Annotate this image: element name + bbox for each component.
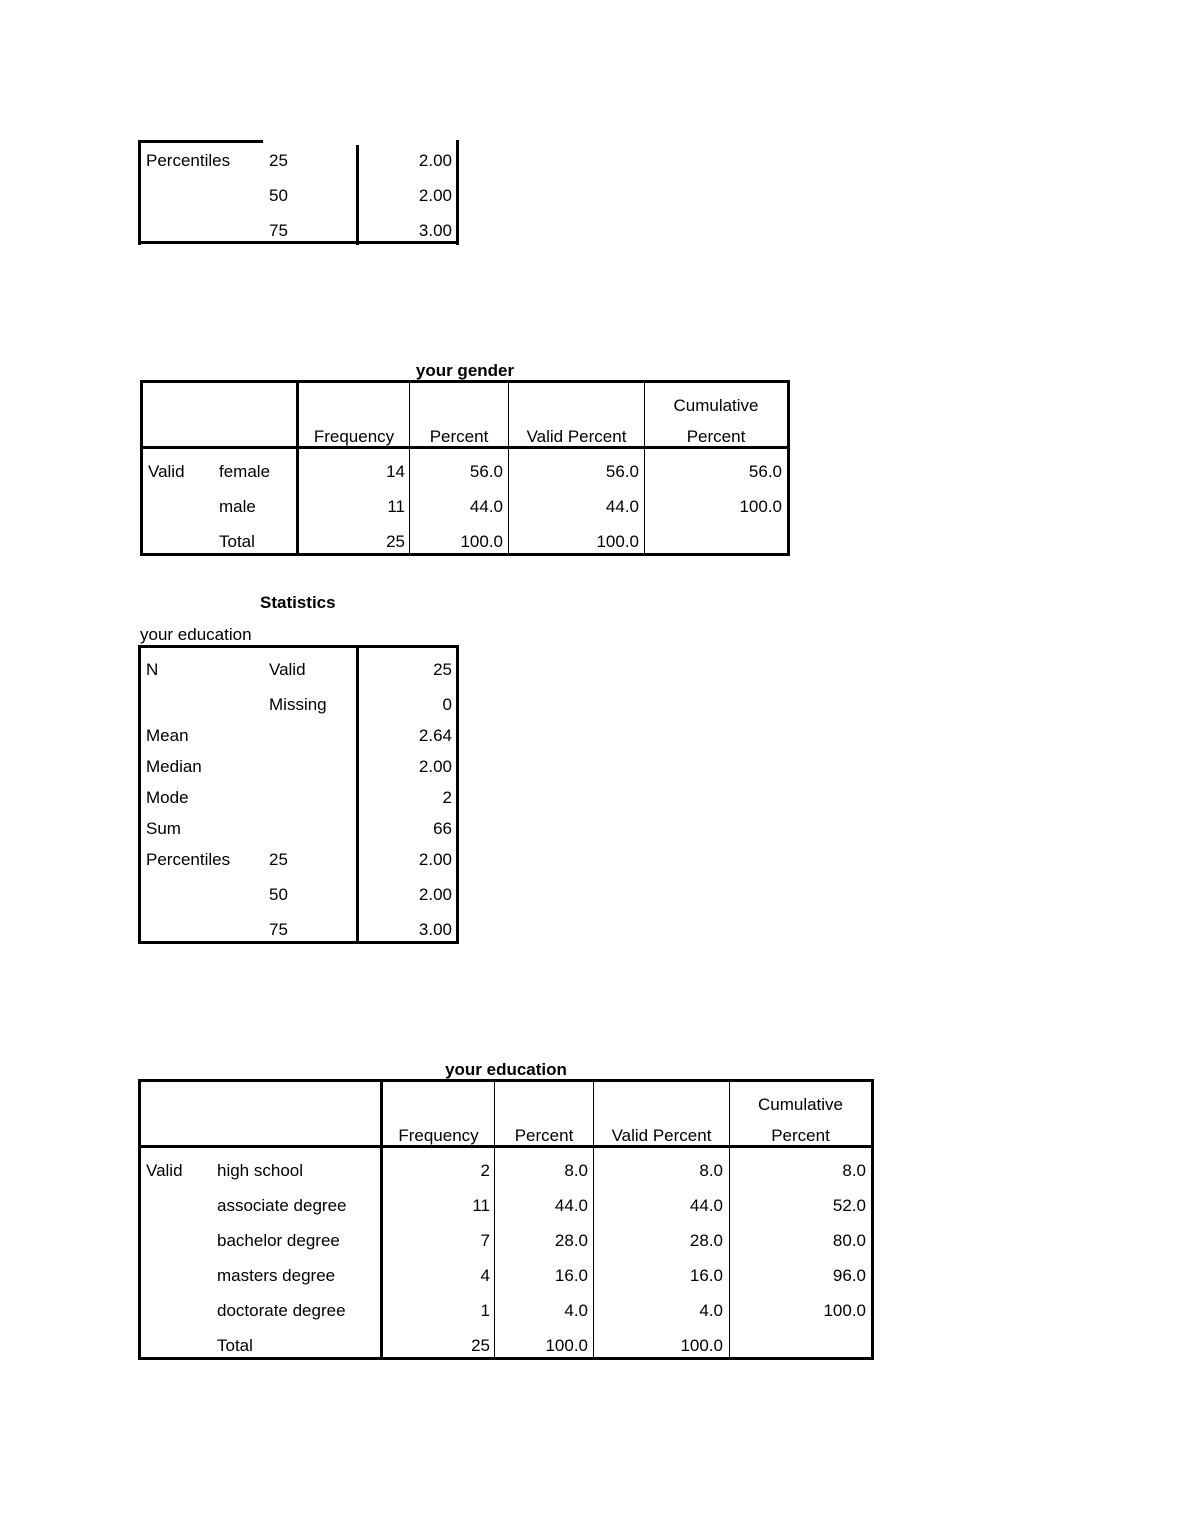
valid-percent-cell: 100.0 <box>680 1336 723 1355</box>
percent-cell: 8.0 <box>564 1161 588 1180</box>
percentile-50: 50 <box>269 186 288 205</box>
header-frequency: Frequency <box>398 1126 479 1145</box>
variable-label: your education <box>140 625 252 644</box>
valid-percent-cell: 28.0 <box>689 1231 723 1250</box>
percentile-75: 75 <box>269 221 288 240</box>
header-percent: Percent <box>514 1126 574 1145</box>
row-label: Total <box>217 1336 253 1355</box>
frequency-cell: 2 <box>480 1161 490 1180</box>
valid-percent-cell: 8.0 <box>699 1161 723 1180</box>
stat-sub-label: 50 <box>269 885 288 904</box>
percent-cell: 44.0 <box>554 1196 588 1215</box>
percentile-25: 25 <box>269 151 288 170</box>
frequency-cell: 4 <box>480 1266 490 1285</box>
table-title: Statistics <box>260 593 336 612</box>
stat-value: 2.00 <box>418 885 452 904</box>
stat-sub-label: 75 <box>269 920 288 939</box>
cumulative-cell: 56.0 <box>748 462 782 481</box>
row-label: Percentiles <box>146 151 231 170</box>
percent-cell: 100.0 <box>545 1336 588 1355</box>
value-cell: 2.00 <box>418 186 452 205</box>
table-border-bottom <box>138 241 459 244</box>
percent-cell: 28.0 <box>554 1231 588 1250</box>
stat-label-sum: Sum <box>146 819 181 838</box>
table-border-left <box>138 140 141 245</box>
cumulative-cell: 96.0 <box>832 1266 866 1285</box>
valid-percent-cell: 44.0 <box>689 1196 723 1215</box>
stat-value: 2.00 <box>418 850 452 869</box>
frequency-cell: 1 <box>480 1301 490 1320</box>
cumulative-cell: 8.0 <box>842 1161 866 1180</box>
row-label: masters degree <box>217 1266 336 1285</box>
header-cumulative-percent: Percent <box>686 427 746 446</box>
table-title: your gender <box>415 361 515 380</box>
column-divider <box>356 645 359 944</box>
header-valid-percent: Valid Percent <box>611 1126 712 1145</box>
stat-sub-label: Missing <box>269 695 327 714</box>
frequency-cell: 14 <box>386 462 405 481</box>
cumulative-cell: 100.0 <box>739 497 782 516</box>
header-valid-percent: Valid Percent <box>526 427 627 446</box>
stat-value: 2.00 <box>418 757 452 776</box>
stat-label-median: Median <box>146 757 202 776</box>
stat-label-percentiles: Percentiles <box>146 850 231 869</box>
stat-value: 0 <box>442 695 452 714</box>
row-label: doctorate degree <box>217 1301 346 1320</box>
stat-value: 2 <box>442 788 452 807</box>
cumulative-cell: 52.0 <box>832 1196 866 1215</box>
header-cumulative-percent: Percent <box>771 1126 830 1145</box>
row-label: Total <box>219 532 255 551</box>
cumulative-cell: 80.0 <box>832 1231 866 1250</box>
row-label: high school <box>217 1161 304 1180</box>
row-label: male <box>219 497 256 516</box>
cumulative-cell: 100.0 <box>823 1301 866 1320</box>
valid-percent-cell: 100.0 <box>596 532 639 551</box>
frequency-cell: 11 <box>387 497 405 516</box>
group-label: Valid <box>148 462 185 481</box>
row-label: bachelor degree <box>217 1231 340 1250</box>
percent-cell: 100.0 <box>460 532 503 551</box>
header-frequency: Frequency <box>313 427 395 446</box>
stat-sub-label: Valid <box>269 660 306 679</box>
stat-sub-label: 25 <box>269 850 288 869</box>
percent-cell: 44.0 <box>469 497 503 516</box>
frequency-cell: 11 <box>472 1196 490 1215</box>
stat-value: 25 <box>433 660 452 679</box>
frequency-cell: 25 <box>471 1336 490 1355</box>
value-cell: 3.00 <box>418 221 452 240</box>
table-border-top <box>138 140 263 143</box>
percent-cell: 16.0 <box>554 1266 588 1285</box>
row-label: female <box>219 462 271 481</box>
row-label: associate degree <box>217 1196 347 1215</box>
stat-value: 66 <box>433 819 452 838</box>
stat-value: 2.64 <box>418 726 452 745</box>
valid-percent-cell: 56.0 <box>605 462 639 481</box>
stat-label-n: N <box>146 660 159 679</box>
valid-percent-cell: 16.0 <box>689 1266 723 1285</box>
frequency-cell: 25 <box>386 532 405 551</box>
valid-percent-cell: 4.0 <box>699 1301 723 1320</box>
frequency-cell: 7 <box>480 1231 490 1250</box>
group-label: Valid <box>146 1161 183 1180</box>
stat-label-mode: Mode <box>146 788 189 807</box>
header-cumulative: Cumulative <box>673 396 759 415</box>
value-cell: 2.00 <box>418 151 452 170</box>
stat-value: 3.00 <box>418 920 452 939</box>
table-border-right <box>456 140 459 245</box>
column-divider <box>356 145 359 245</box>
table-title: your education <box>445 1060 567 1079</box>
stat-label-mean: Mean <box>146 726 189 745</box>
percent-cell: 56.0 <box>469 462 503 481</box>
header-percent: Percent <box>429 427 489 446</box>
header-cumulative: Cumulative <box>757 1095 844 1114</box>
percent-cell: 4.0 <box>564 1301 588 1320</box>
valid-percent-cell: 44.0 <box>605 497 639 516</box>
